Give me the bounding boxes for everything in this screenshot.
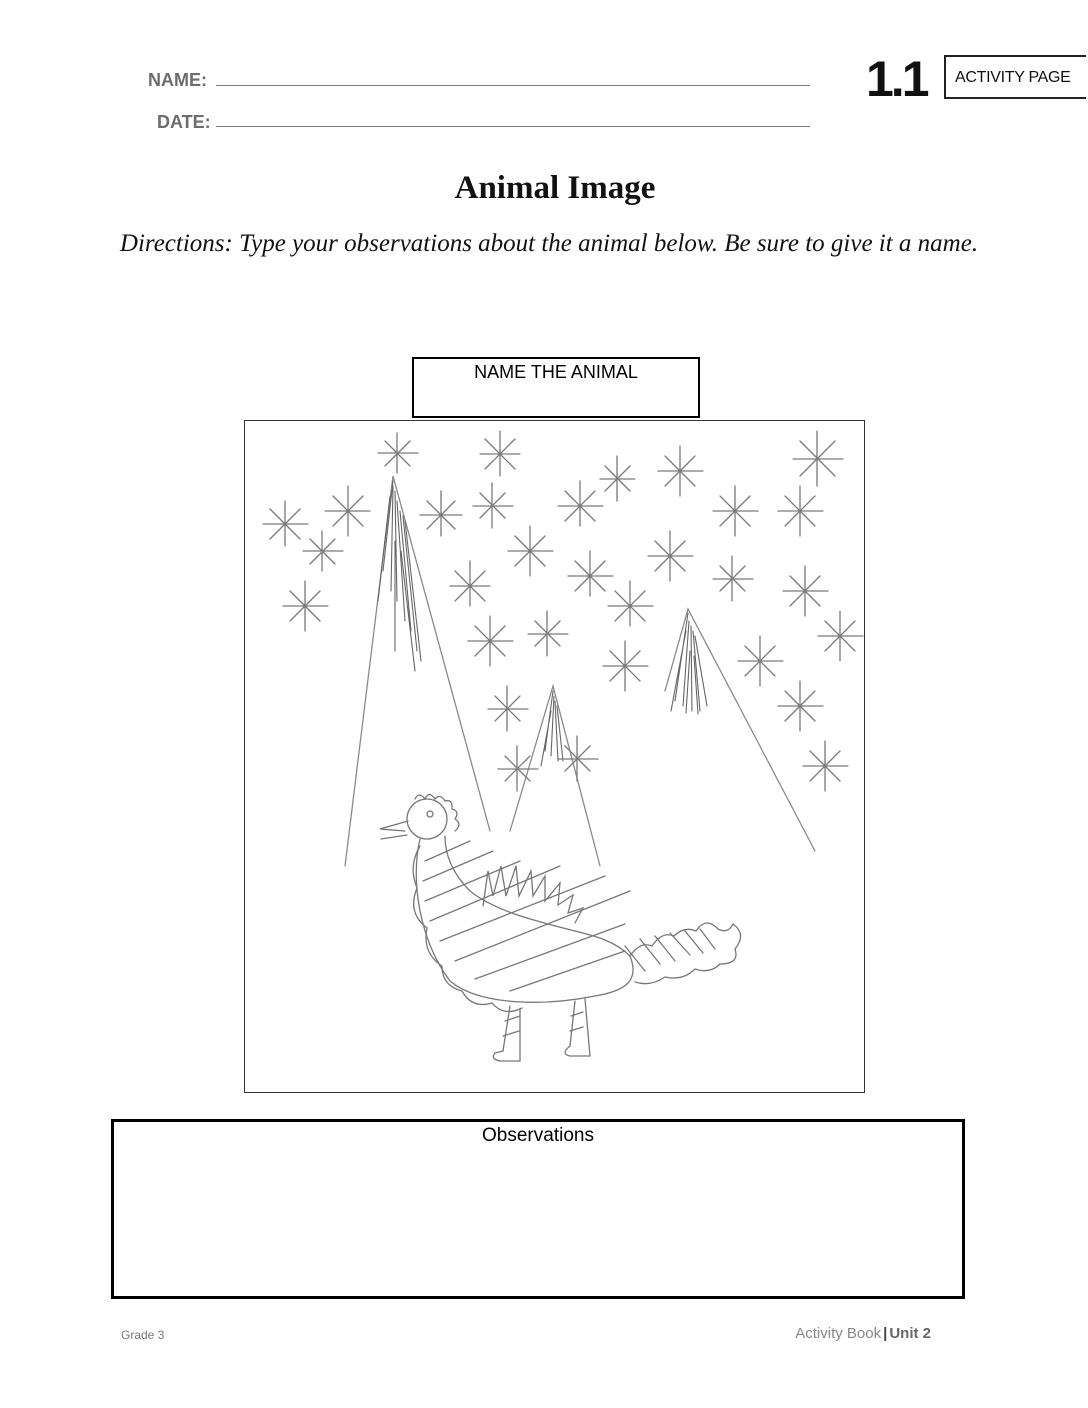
page-number: 1.1 xyxy=(866,51,927,107)
footer-book-unit xyxy=(795,1325,931,1342)
mountain-middle-shading xyxy=(541,691,563,766)
footer-book: Activity Book xyxy=(795,1325,882,1342)
observations-field[interactable] xyxy=(111,1119,965,1299)
name-the-animal-field[interactable] xyxy=(412,357,700,418)
footer-separator: | xyxy=(883,1325,888,1342)
name-the-animal-label: NAME THE ANIMAL xyxy=(474,362,638,382)
mountain-left xyxy=(345,476,490,866)
animal-drawing-image xyxy=(245,421,864,1092)
animal-drawing xyxy=(244,420,865,1093)
footer-grade: Grade 3 xyxy=(121,1328,165,1342)
activity-page-tag: ACTIVITY PAGE xyxy=(944,55,1086,99)
name-label: NAME: xyxy=(148,70,207,90)
mountain-left-shading xyxy=(378,481,421,671)
date-line[interactable] xyxy=(216,126,810,127)
directions: Directions: Type your observations about the animal below. Be sure to give it a name. xyxy=(119,230,979,257)
dinosaur xyxy=(380,795,741,1062)
date-label: DATE: xyxy=(157,112,211,132)
stars xyxy=(263,431,863,791)
observations-label: Observations xyxy=(482,1125,594,1146)
name-line[interactable] xyxy=(216,85,810,86)
footer-unit: Unit 2 xyxy=(889,1325,931,1342)
page-title: Animal Image xyxy=(454,170,656,206)
mountain-middle xyxy=(510,686,600,866)
mountain-right-shading xyxy=(671,613,707,714)
